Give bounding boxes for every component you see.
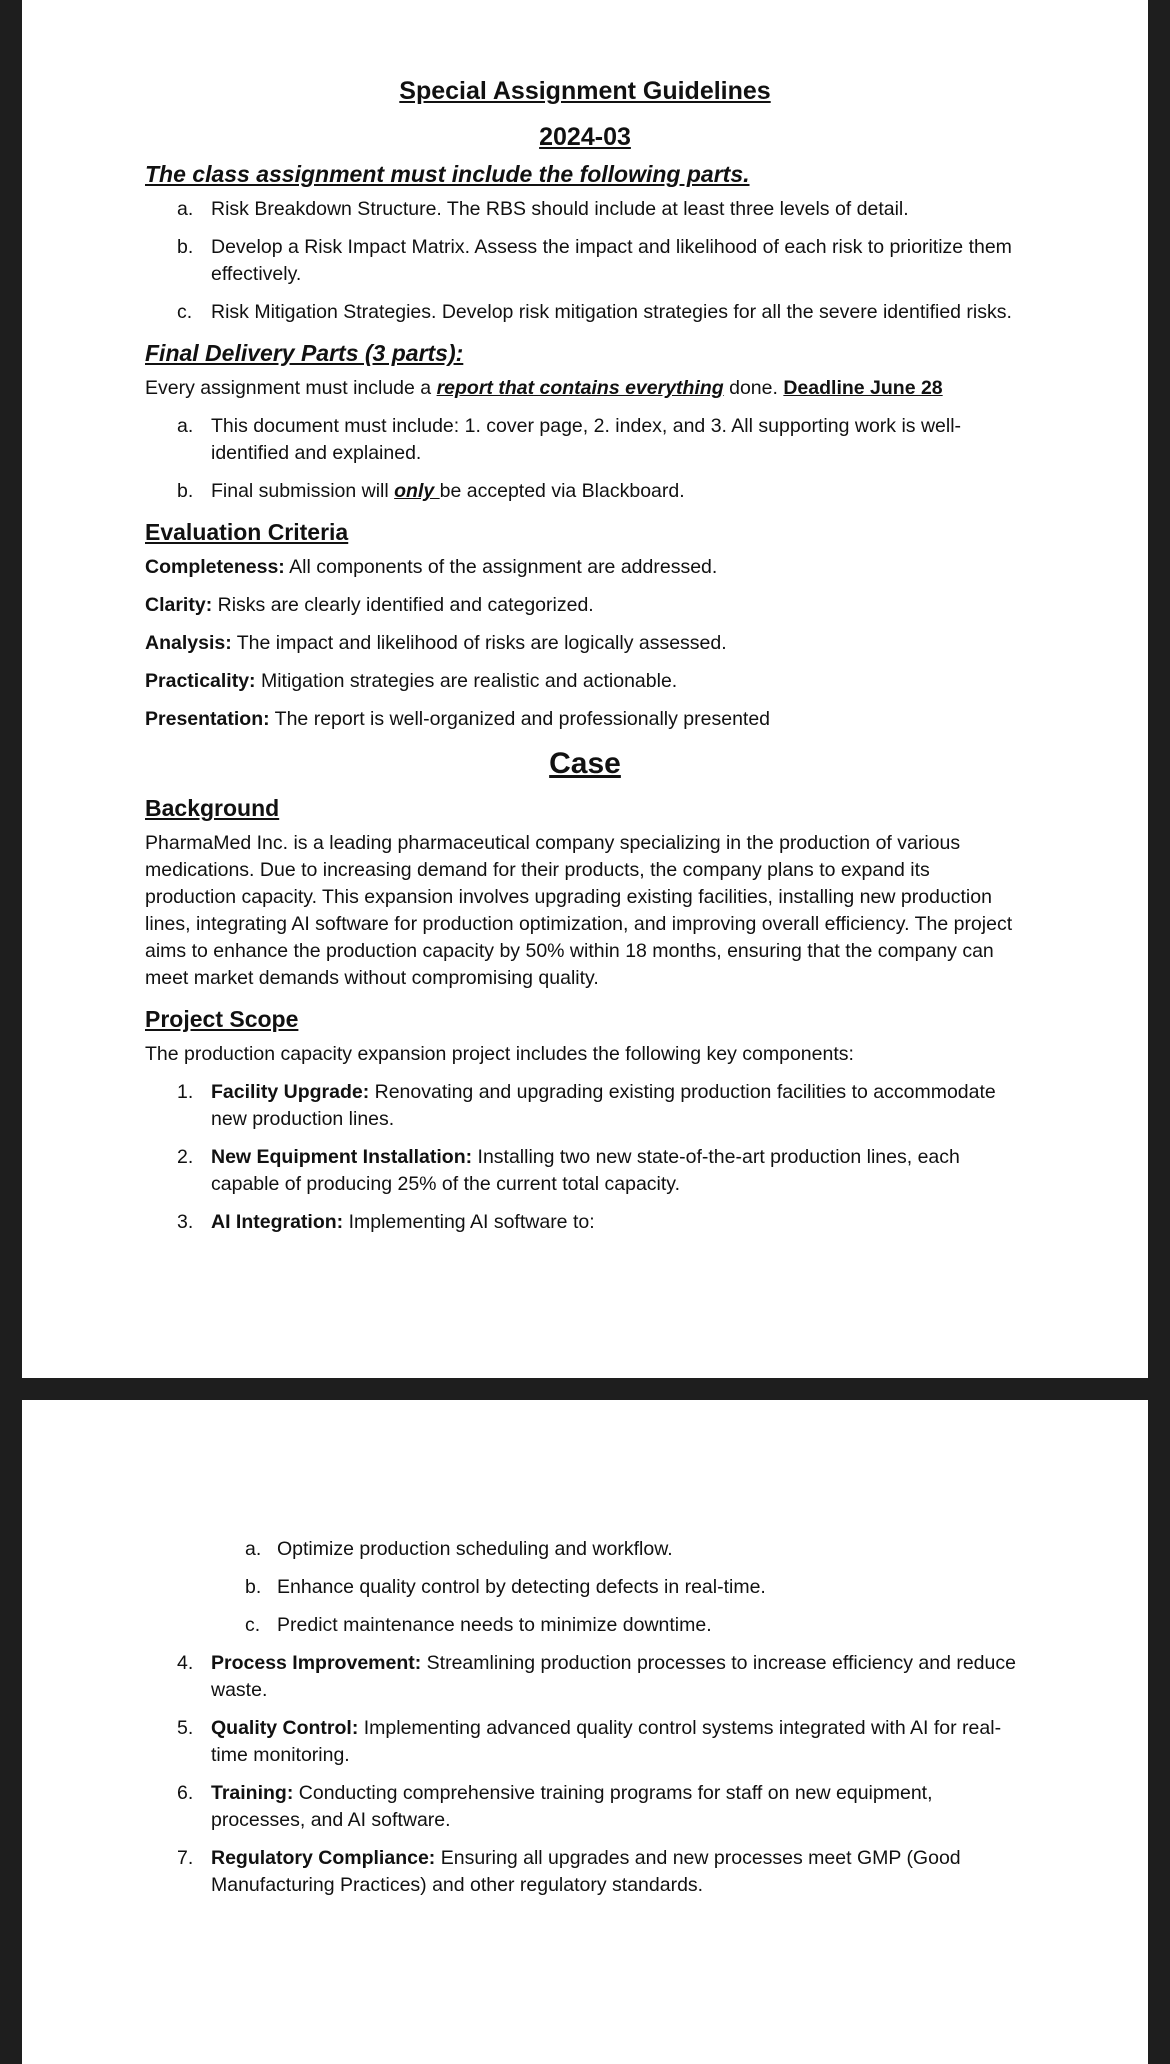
evaluation-heading: Evaluation Criteria: [145, 519, 349, 545]
background-heading: Background: [145, 795, 280, 821]
scope-list-page-2: [145, 1650, 1025, 1899]
list-item: b. Final submission will only be accepted via Blackboard.: [177, 480, 685, 502]
report-emphasis: report that contains everything: [436, 377, 724, 399]
list-item: 3. AI Integration: Implementing AI software to:: [177, 1211, 595, 1233]
list-item: a. Risk Breakdown Structure. The RBS should include at least three levels of detail.: [177, 198, 909, 220]
delivery-intro: Every assignment must include a report that contains everything done. Deadline June 28: [145, 377, 943, 399]
list-item: a. This document must include: 1. cover page, 2. index, and 3. All supporting work is well-identified and explained.: [177, 415, 962, 464]
list-item: 1. Facility Upgrade: Renovating and upgrading existing production facilities to accommodate new production lines.: [177, 1081, 996, 1130]
criterion-clarity: Clarity: Risks are clearly identified and categorized.: [145, 594, 594, 616]
delivery-list: [145, 413, 1025, 505]
list-item: b. Develop a Risk Impact Matrix. Assess the impact and likelihood of each risk to prioritize them effectively.: [177, 236, 1012, 285]
page-2-content: [145, 1536, 1025, 1910]
list-item: 7. Regulatory Compliance: Ensuring all upgrades and new processes meet GMP (Good Manufacturing Practices) and other regulatory standards.: [177, 1847, 961, 1896]
criterion-completeness: Completeness: All components of the assignment are addressed.: [145, 556, 718, 578]
list-item: c. Predict maintenance needs to minimize downtime.: [245, 1614, 712, 1636]
scope-heading: Project Scope: [145, 1006, 299, 1032]
document-page-1: [22, 0, 1148, 1378]
document-page-2: [22, 1400, 1148, 2064]
deadline-text: Deadline June 28: [783, 377, 943, 399]
criterion-practicality: Practicality: Mitigation strategies are realistic and actionable.: [145, 670, 678, 692]
background-text: PharmaMed Inc. is a leading pharmaceutical company specializing in the production of various medications. Due to increasing demand for their products, the company plans to expand its production capacity. This expansion involves upgrading existing facilities, installing new production lines, integrating AI software for production optimization, and improving overall efficiency. The project aims to enhance the production capacity by 50% within 18 months, ensuring that the company can meet market demands without compromising quality.: [145, 832, 1013, 989]
list-item: 2. New Equipment Installation: Installing two new state-of-the-art production lines, each capable of producing 25% of the current total capacity.: [177, 1146, 960, 1195]
case-title: Case: [549, 747, 621, 780]
criterion-presentation: Presentation: The report is well-organized and professionally presented: [145, 708, 771, 730]
list-item: 6. Training: Conducting comprehensive training programs for staff on new equipment, processes, and AI software.: [177, 1782, 933, 1831]
only-emphasis: only: [394, 480, 440, 502]
ai-subitems-list: [145, 1536, 1025, 1639]
scope-list-page-1: [145, 1079, 1025, 1236]
list-item: 4. Process Improvement: Streamlining production processes to increase efficiency and reduce waste.: [177, 1652, 1016, 1701]
criterion-analysis: Analysis: The impact and likelihood of risks are logically assessed.: [145, 632, 727, 654]
delivery-heading: Final Delivery Parts (3 parts):: [145, 340, 464, 366]
list-item: c. Risk Mitigation Strategies. Develop risk mitigation strategies for all the severe identified risks.: [177, 301, 1012, 323]
page-1-content: [145, 74, 1025, 1247]
list-item: a. Optimize production scheduling and workflow.: [245, 1538, 673, 1560]
scope-intro: The production capacity expansion project includes the following key components:: [145, 1043, 854, 1065]
list-item: 5. Quality Control: Implementing advanced quality control systems integrated with AI for real-time monitoring.: [177, 1717, 1002, 1766]
document-date: 2024-03: [539, 123, 631, 151]
document-title: Special Assignment Guidelines: [399, 77, 771, 105]
parts-list: [145, 196, 1025, 326]
parts-heading: The class assignment must include the following parts.: [145, 161, 750, 187]
list-item: b. Enhance quality control by detecting defects in real-time.: [245, 1576, 766, 1598]
